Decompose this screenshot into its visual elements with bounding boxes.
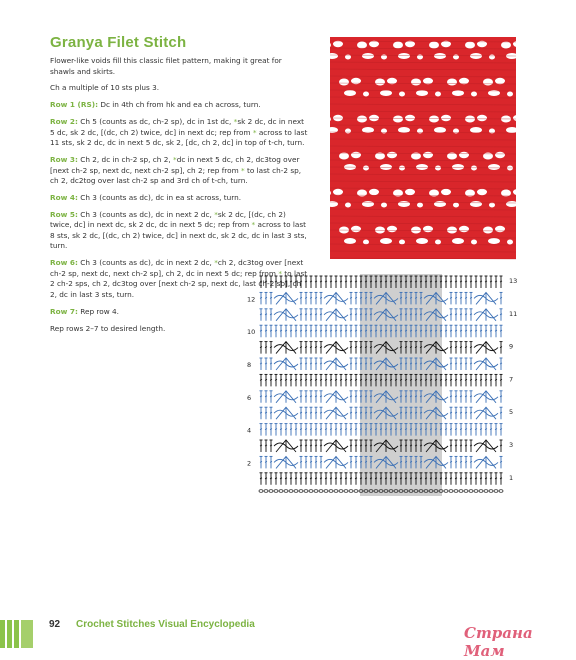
chart-row-number: 12 xyxy=(247,295,256,304)
chart-row-number: 6 xyxy=(247,393,252,402)
chart-row-number: 4 xyxy=(247,426,252,435)
row-label: Row 2: xyxy=(50,116,78,126)
chart-row-number: 7 xyxy=(509,375,514,384)
row-instruction: Row 1 (RS): Dc in 4th ch from hk and ea ch across, turn. xyxy=(50,100,261,110)
chart-row-number: 5 xyxy=(509,408,514,417)
watermark-text: Страна Мам xyxy=(464,624,533,660)
stitch-title: Granya Filet Stitch xyxy=(50,34,187,51)
chart-row-number: 2 xyxy=(247,459,252,468)
chart-row-number: 13 xyxy=(509,277,518,285)
row-instruction: Row 7: Rep row 4. xyxy=(50,306,119,316)
row-instruction: Row 5: Ch 3 (counts as dc), dc in next 2 dc, *sk 2 dc, [(dc, ch 2) twice, dc] in next dc, sk 2 dc, dc in next 5 dc; rep from * across to last 8 sts, sk 2 dc, [(dc, ch 2) twice, dc] in next dc, sk 2 dc, dc in last 3 sts, turn. xyxy=(50,209,307,251)
chart-row-number: 8 xyxy=(247,361,252,369)
row-instruction: Row 3: Ch 2, dc in ch-2 sp, ch 2, *dc in next 5 dc, ch 2, dc3tog over [next ch-2 sp, next dc, next ch-2 sp], ch 2; rep from * to last ch-2 sp, ch 2, dc2tog over last ch-2 sp and 3rd ch of t-ch, turn. xyxy=(50,154,302,186)
row-label: Row 5: xyxy=(50,209,78,219)
multiple-text: Ch a multiple of 10 sts plus 3. xyxy=(50,83,160,93)
page-number: 92 xyxy=(49,619,61,630)
row-instruction: Row 4: Ch 3 (counts as dc), dc in ea st across, turn. xyxy=(50,192,242,202)
row-label: Row 3: xyxy=(50,154,78,164)
row-label: Row 7: xyxy=(50,306,78,316)
book-title: Crochet Stitches Visual Encyclopedia xyxy=(76,619,255,630)
stitch-photo xyxy=(330,37,516,259)
row-label: Row 4: xyxy=(50,192,78,202)
chart-row-number: 9 xyxy=(509,342,514,351)
chart-row-number: 3 xyxy=(509,441,514,449)
intro-text: Flower-like voids fill this classic filet pattern, making it great for shawls and skirts. xyxy=(50,56,282,76)
stitch-chart xyxy=(247,270,525,500)
chart-row-number: 1 xyxy=(509,473,514,482)
chart-row-number: 10 xyxy=(247,328,256,337)
chart-row-number: 11 xyxy=(509,309,518,318)
row-label: Row 6: xyxy=(50,258,78,268)
row-instruction: Row 2: Ch 5 (counts as dc, ch-2 sp), dc in 1st dc, *sk 2 dc, dc in next 5 dc, sk 2 dc, [(dc, ch 2) twice, dc] in next dc; rep from * across to last 11 sts, sk 2 dc, dc in next 5 dc, sk 2, [dc, ch 2, dc] in top of t-ch, turn. xyxy=(50,116,308,148)
closing-text: Rep rows 2–7 to desired length. xyxy=(50,323,166,333)
row-label: Row 1 (RS): xyxy=(50,100,98,110)
row-instruction: Row 6: Ch 3 (counts as dc), dc in next 2 dc, *ch 2, dc3tog over [next ch-2 sp, next dc, next ch-2 sp], ch 2, dc in next 5 dc; rep from * to last 2 ch-2 sps, ch 2, dc3tog over [next ch-2 sp, next dc, last ch-2 sp], ch 2, dc in last 3 sts, turn. xyxy=(50,258,308,299)
